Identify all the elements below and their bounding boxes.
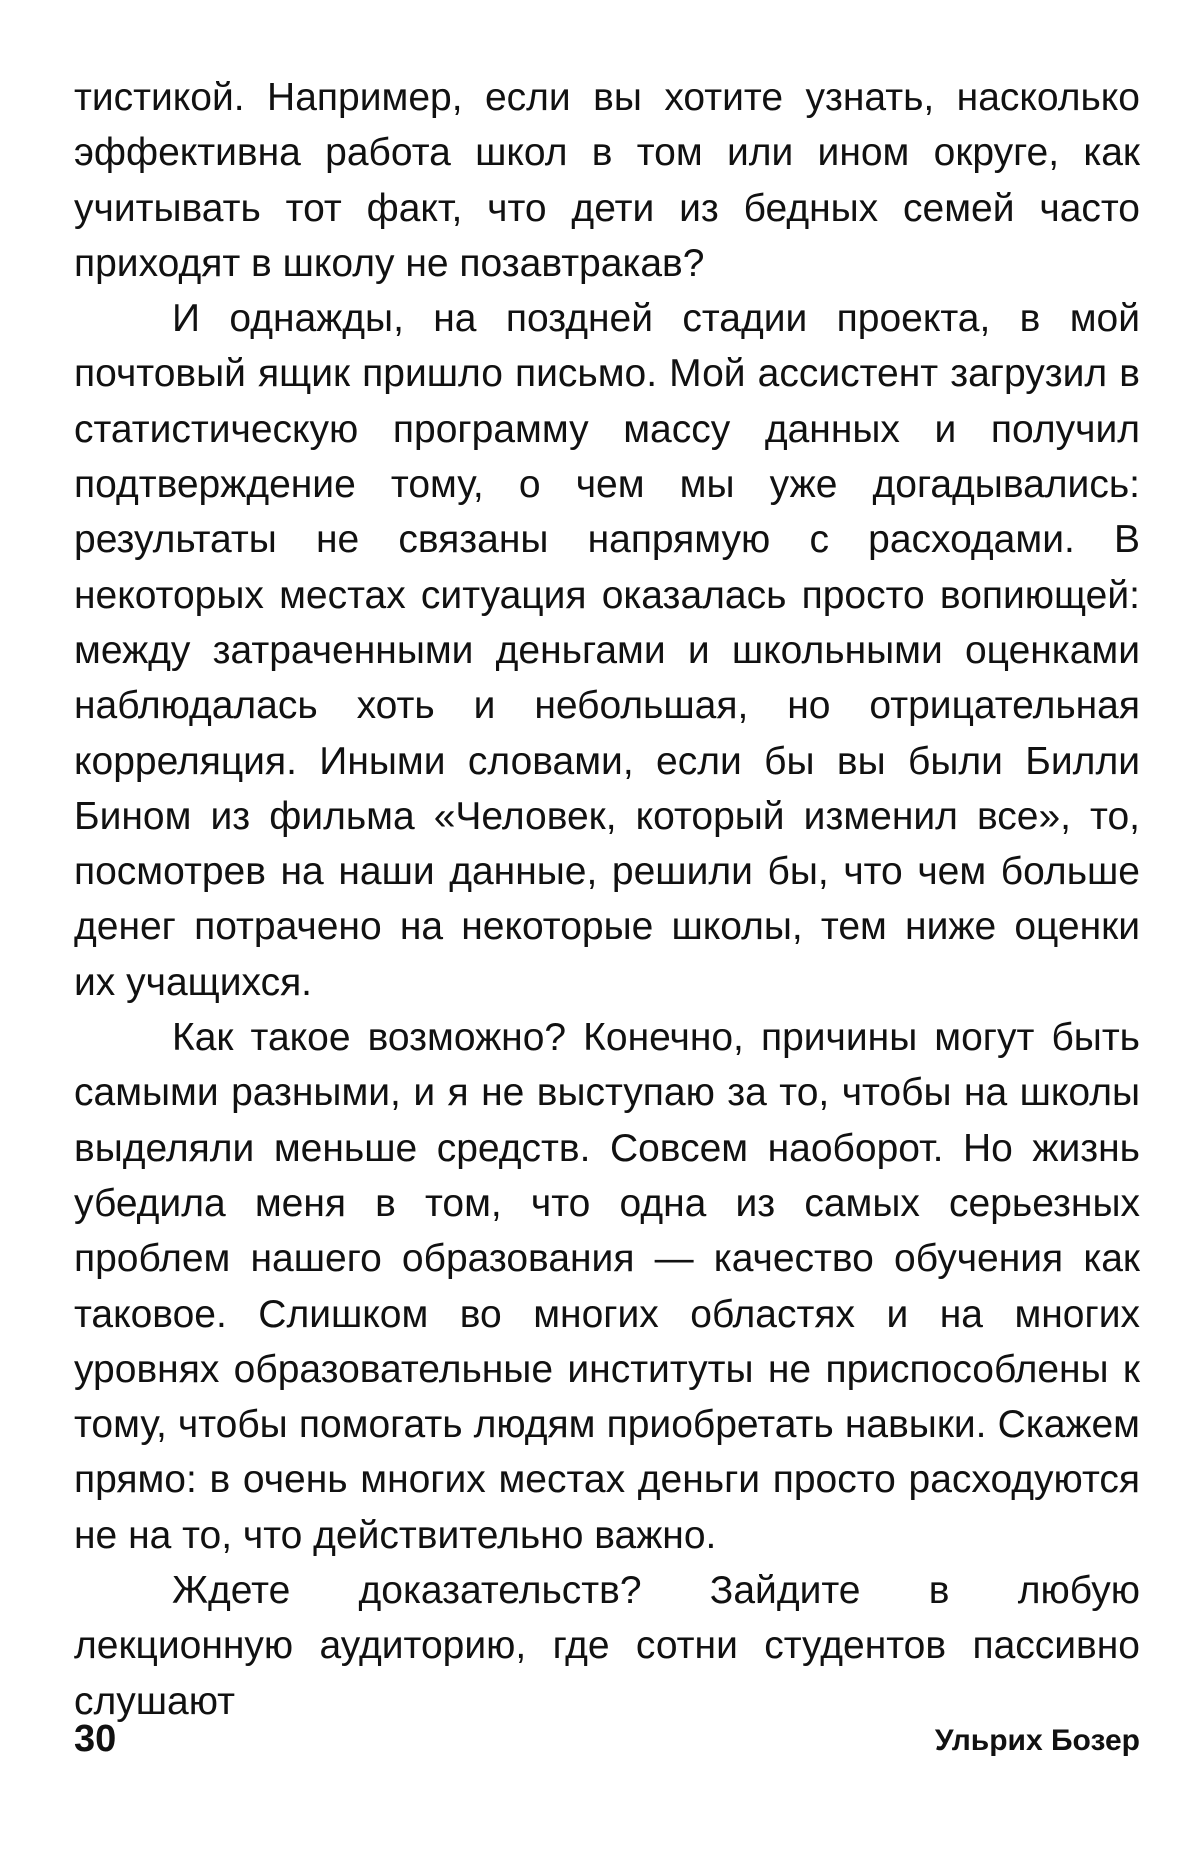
paragraph-2: И однажды, на поздней стадии проекта, в мой почтовый ящик пришло письмо. Мой ассистент загрузил в статистическую программу массу данных и получил подтверждение тому, о чем мы уже догадывались: результаты не связаны напрямую с расходами. В некоторых местах ситуация оказалась просто вопиющей: между затраченными деньгами и школьными оценками наблюдалась хоть и небольшая, но отрицательная корреляция. Иными словами, если бы вы были Билли Бином из фильма «Человек, который изменил все», то, посмотрев на наши данные, решили бы, что чем больше денег потрачено на некоторые школы, тем ниже оценки их учащихся. [74, 297, 1140, 1004]
running-header-author: Ульрих Бозер [934, 1724, 1140, 1757]
paragraph-1: тистикой. Например, если вы хотите узнать, насколько эффективна работа школ в том или ином округе, как учитывать тот факт, что дети из бедных семей часто приходят в школу не позавтракав? [74, 76, 1140, 285]
page-number: 30 [74, 1718, 117, 1760]
paragraph-4: Ждете доказательств? Зайдите в любую лекционную аудиторию, где сотни студентов пассивно слушают [74, 1569, 1140, 1723]
paragraph-3: Как такое возможно? Конечно, причины могут быть самыми разными, и я не выступаю за то, чтобы на школы выделяли меньше средств. Совсем наоборот. Но жизнь убедила меня в том, что одна из самых серьезных проблем нашего образования — качество обучения как таковое. Слишком во многих областях и на многих уровнях образовательные институты не приспособлены к тому, чтобы помогать людям приобретать навыки. Скажем прямо: в очень многих местах деньги просто расходуются не на то, что действительно важно. [74, 1016, 1140, 1557]
page-footer [74, 1718, 1140, 1768]
page-body [74, 70, 1140, 1729]
